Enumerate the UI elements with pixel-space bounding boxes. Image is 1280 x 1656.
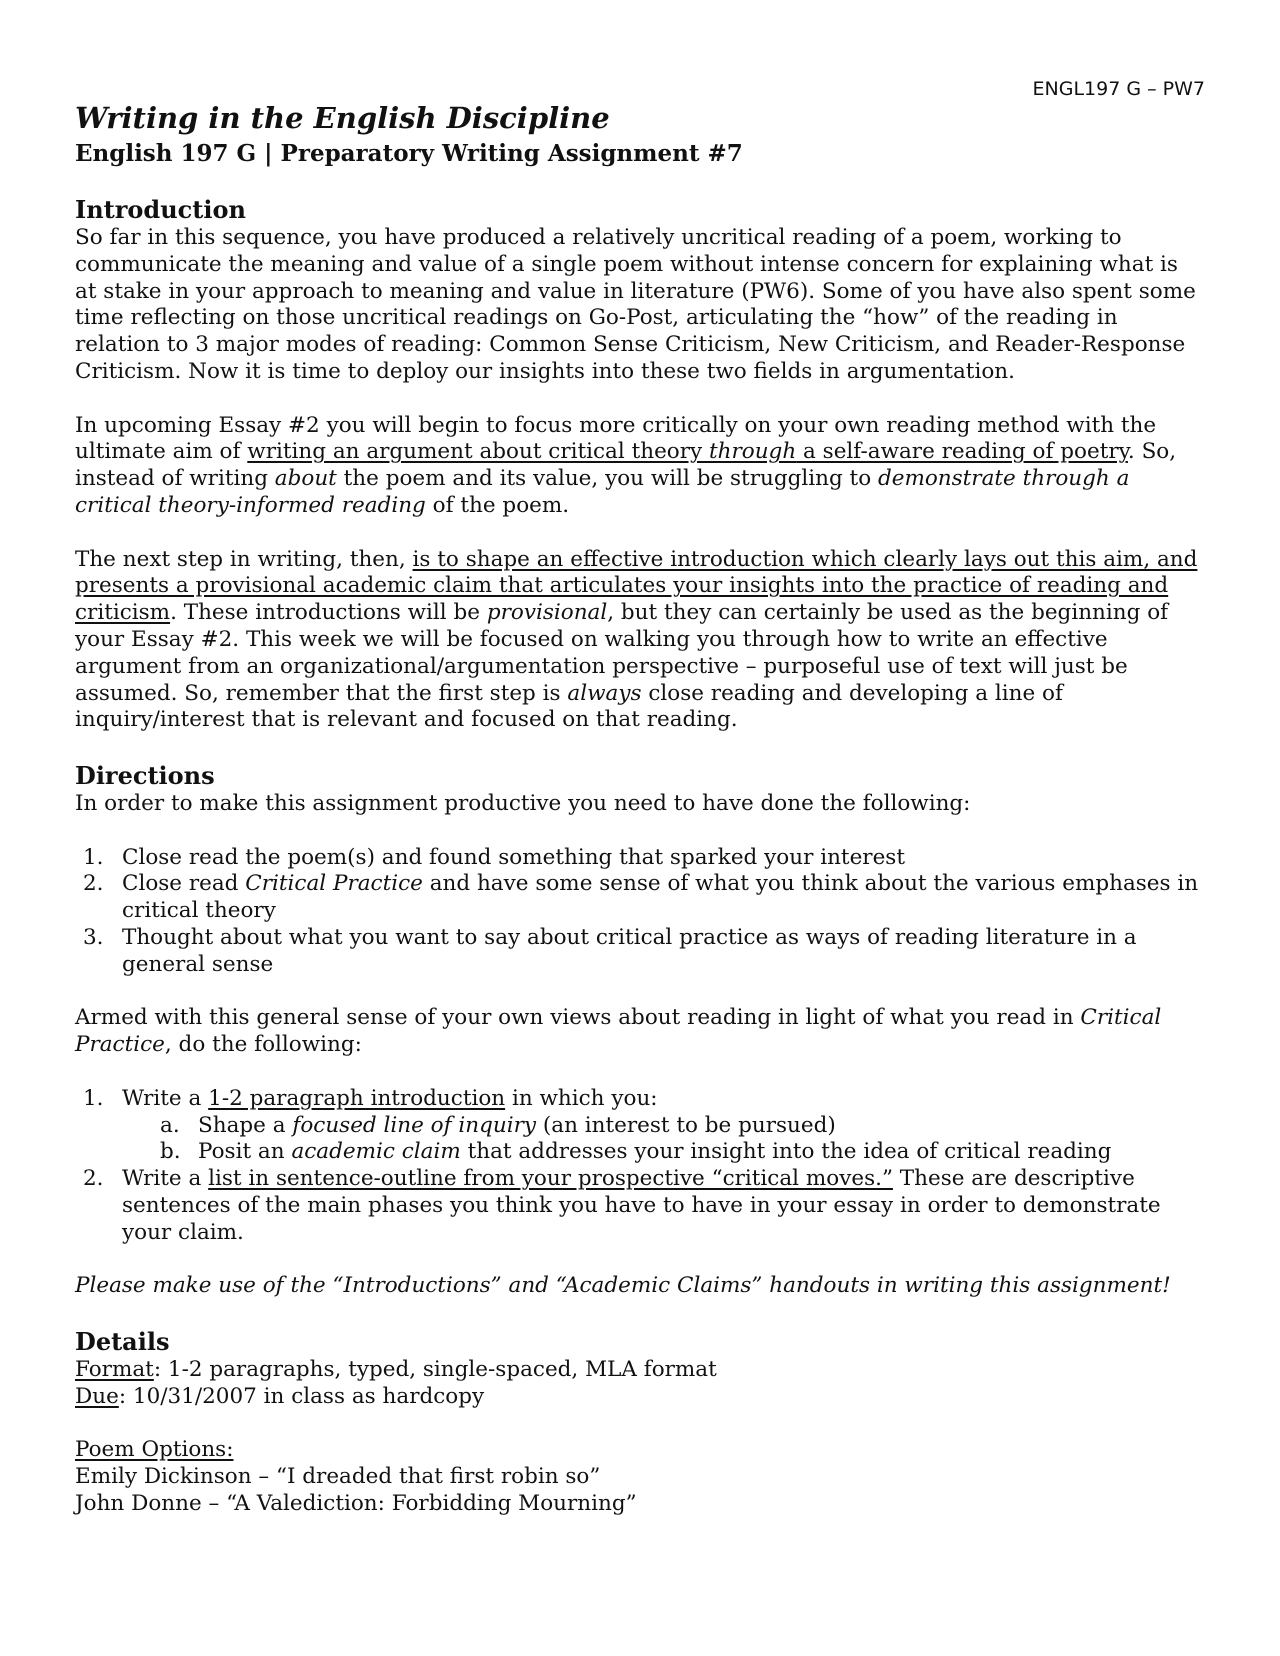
document-body [75,195,1205,1518]
list-item: b. Posit an academic claim that addresses your insight into the idea of critical reading [160,1139,1112,1165]
list-item: 2. Write a list in sentence-outline from your prospective “critical moves.” These are descriptive sentences of the main phases you think you have to have in your essay in order to demonstrate your claim. [83,1166,1161,1245]
list-item: 3. Thought about what you want to say about critical practice as ways of reading literature in a general sense [83,924,1137,977]
armed-paragraph: Armed with this general sense of your own views about reading in light of what you read in Critical Practice, do the following: [75,1005,1162,1058]
document-title: Writing in the English Discipline [75,101,610,135]
due-line: Due: 10/31/2007 in class as hardcopy [75,1383,485,1409]
intro-paragraph-1: So far in this sequence, you have produced a relatively uncritical reading of a poem, working to communicate the meaning and value of a single poem without intense concern for explaining what is at stake in your approach to meaning and value in literature (PW6). Some of you have also spent some time reflecting on those uncritical readings on Go-Post, articulating the “how” of the reading in relation to 3 major modes of reading: Common Sense Criticism, New Criticism, and Reader-Response Criticism. Now it is time to deploy our insights into these two fields in argumentation. [75,225,1196,384]
list-item: a. Shape a focused line of inquiry (an interest to be pursued) [160,1112,836,1138]
format-line: Format: 1-2 paragraphs, typed, single-spaced, MLA format [75,1356,717,1382]
document-subtitle: English 197 G | Preparatory Writing Assignment #7 [75,140,743,167]
header-course-code: ENGL197 G – PW7 [1032,78,1205,100]
poem-option-2: John Donne – “A Valediction: Forbidding Mourning” [75,1490,637,1516]
handout-note: Please make use of the “Introductions” and “Academic Claims” handouts in writing this assignment! [75,1273,1171,1299]
list-item: 1. Close read the poem(s) and found something that sparked your interest [83,844,905,870]
prerequisite-list [75,845,1205,979]
intro-paragraph-2: In upcoming Essay #2 you will begin to focus more critically on your own reading method with the ultimate aim of writing an argument about critical theory through a self-aware reading of poetry. So, instead of writing about the poem and its value, you will be struggling to demonstrate through a critical theory-informed reading of the poem. [75,412,1177,518]
list-item: 1. Write a 1-2 paragraph introduction in which you: [83,1085,658,1111]
details-heading: Details [75,1326,170,1356]
list-item: 2. Close read Critical Practice and have some sense of what you think about the various emphases in critical theory [83,871,1199,924]
intro-paragraph-3: The next step in writing, then, is to shape an effective introduction which clearly lays out this aim, and presents a provisional academic claim that articulates your insights into the practice of reading and criticism. These introductions will be provisional, but they can certainly be used as the beginning of your Essay #2. This week we will be focused on walking you through how to write an effective argument from an organizational/argumentation perspective – purposeful use of text will just be assumed. So, remember that the first step is always close reading and developing a line of inquiry/interest that is relevant and focused on that reading. [75,546,1198,733]
poem-option-1: Emily Dickinson – “I dreaded that first robin so” [75,1464,601,1490]
directions-lead: In order to make this assignment productive you need to have done the following: [75,790,971,816]
directions-heading: Directions [75,760,215,790]
aim-underline: writing an argument about critical theory through a self-aware reading of poetry [247,439,1128,465]
poem-options-label: Poem Options: [75,1437,234,1463]
task-list [75,1086,1205,1247]
next-step-underline: is to shape an effective introduction which clearly lays out this aim, and presents a provisional academic claim that articulates your insights into the practice of reading and criticism [75,546,1198,626]
introduction-heading: Introduction [75,195,246,224]
